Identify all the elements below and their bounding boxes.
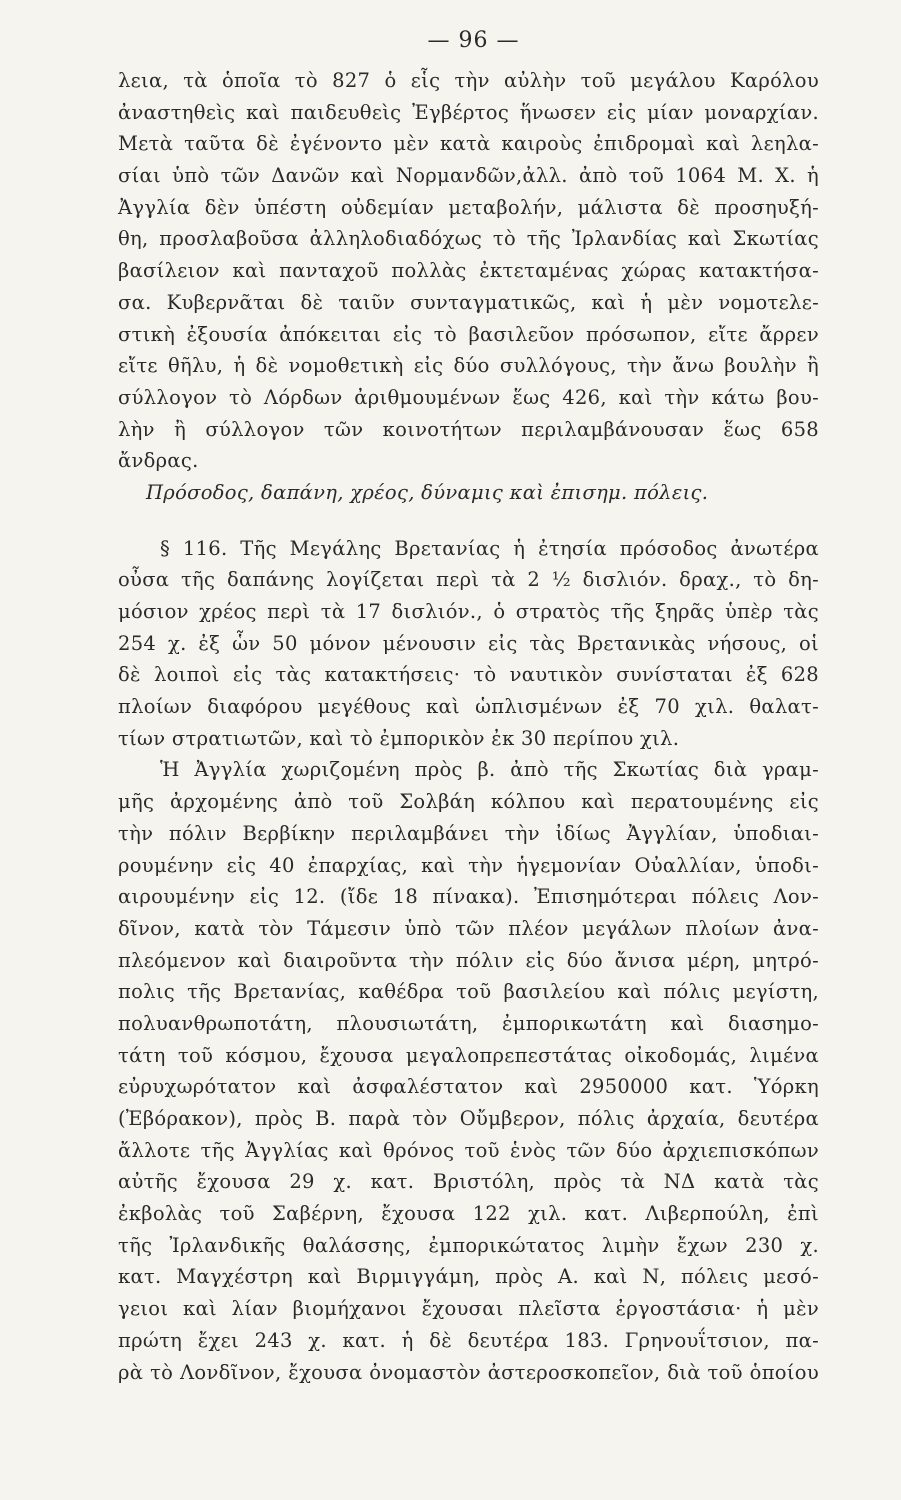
text-line: αὐτῆς ἔχουσα 29 χ. κατ. Βριστόλη, πρὸς τὰ ΝΔ κατὰ τὰς xyxy=(118,1170,819,1194)
text-line: Ἡ Ἀγγλία χωριζομένη πρὸς β. ἀπὸ τῆς Σκωτίας διὰ γραμ- xyxy=(160,758,819,782)
paragraph-government xyxy=(118,65,819,477)
page-number: — 96 — xyxy=(427,28,520,53)
text-line: σύλλογον τὸ Λόρδων ἀριθμουμένων ἕως 426, καὶ τὴν κάτω βου- xyxy=(118,385,819,409)
text-line: λεια, τὰ ὁποῖα τὸ 827 ὁ εἷς τὴν αὐλὴν τοῦ μεγάλου Καρόλου xyxy=(118,69,819,92)
text-line: στικὴ ἐξουσία ἀπόκειται εἰς τὸ βασιλεῦον πρόσωπον, εἴτε ἄρρεν xyxy=(118,322,819,346)
text-line: πολυανθρωποτάτη, πλουσιωτάτη, ἐμπορικωτάτη καὶ διασημο- xyxy=(118,1011,819,1035)
text-line: (Ἐβόρακον), πρὸς Β. παρὰ τὸν Οὔμβερον, πόλις ἀρχαία, δευτέρα xyxy=(118,1107,819,1130)
section-subheading: Πρόσοδος, δαπάνη, χρέος, δύναμις καὶ ἐπισημ. πόλεις. xyxy=(146,480,709,504)
text-line: σα. Κυβερνᾶται δὲ ταιῦν συνταγματικῶς, καὶ ἡ μὲν νομοτελε- xyxy=(118,290,819,314)
text-line: πολις τῆς Βρετανίας, καθέδρα τοῦ βασιλείου καὶ πόλις μεγίστη, xyxy=(118,980,819,1004)
text-line: ἀναστηθεὶς καὶ παιδευθεὶς Ἐγβέρτος ἥνωσεν εἰς μίαν μοναρχίαν. xyxy=(118,100,819,124)
text-line: Μετὰ ταῦτα δὲ ἐγένοντο μὲν κατὰ καιροὺς ἐπιδρομαὶ καὶ λεηλα- xyxy=(118,132,819,156)
text-line: εἴτε θῆλυ, ἡ δὲ νομοθετικὴ εἰς δύο συλλόγους, τὴν ἄνω βουλὴν ἢ xyxy=(118,354,819,378)
text-line: § 116. Τῆς Μεγάλης Βρετανίας ἡ ἐτησία πρόσοδος ἀνωτέρα xyxy=(160,536,819,560)
paragraph-england-cities xyxy=(118,754,819,1388)
text-line: γειοι καὶ λίαν βιομήχανοι ἔχουσαι πλεῖστα ἐργοστάσια· ἡ μὲν xyxy=(118,1297,819,1321)
text-line: Ἀγγλία δὲν ὑπέστη οὐδεμίαν μεταβολήν, μάλιστα δὲ προσηυξή- xyxy=(118,195,819,219)
text-line: θη, προσλαβοῦσα ἀλληλοδιαδόχως τὸ τῆς Ἰρλανδίας καὶ Σκωτίας xyxy=(118,227,819,251)
text-line: ἄλλοτε τῆς Ἀγγλίας καὶ θρόνος τοῦ ἑνὸς τῶν δύο ἀρχιεπισκόπων xyxy=(118,1138,819,1162)
section-gap xyxy=(118,509,819,533)
text-line: δῖνον, κατὰ τὸν Τάμεσιν ὑπὸ τῶν πλέον μεγάλων πλοίων ἀνα- xyxy=(118,916,819,940)
text-line: ρουμένην εἰς 40 ἐπαρχίας, καὶ τὴν ἡγεμονίαν Οὐαλλίαν, ὑποδι- xyxy=(118,853,819,877)
text-line: λὴν ἢ σύλλογον τῶν κοινοτήτων περιλαμβάνουσαν ἕως 658 xyxy=(118,417,819,441)
text-line: ἐκβολὰς τοῦ Σαβέρνη, ἔχουσα 122 χιλ. κατ. Λιβερπούλη, ἐπὶ xyxy=(118,1202,819,1226)
text-line: πλεόμενον καὶ διαιροῦντα τὴν πόλιν εἰς δύο ἄνισα μέρη, μητρό- xyxy=(118,948,819,972)
text-line: πλοίων διαφόρου μεγέθους καὶ ὡπλισμένων ἐξ 70 χιλ. θαλατ- xyxy=(118,695,819,719)
text-line: οὖσα τῆς δαπάνης λογίζεται περὶ τὰ 2 ½ δισλιόν. δραχ., τὸ δη- xyxy=(118,568,819,592)
text-line: μόσιον χρέος περὶ τὰ 17 δισλιόν., ὁ στρατὸς τῆς ξηρᾶς ὑπὲρ τὰς xyxy=(118,600,819,623)
text-line: τίων στρατιωτῶν, καὶ τὸ ἐμπορικὸν ἐκ 30 περίπου χιλ. xyxy=(118,726,680,750)
text-line: τάτη τοῦ κόσμου, ἔχουσα μεγαλοπρεπεστάτας οἰκοδομάς, λιμένα xyxy=(118,1043,819,1067)
text-line: εὐρυχωρότατον καὶ ἀσφαλέστατον καὶ 2950000 κατ. Ὑόρκη xyxy=(118,1075,819,1099)
text-line: 254 χ. ἐξ ὧν 50 μόνον μένουσιν εἰς τὰς Βρετανικὰς νήσους, οἱ xyxy=(118,631,819,655)
text-line: βασίλειον καὶ πανταχοῦ πολλὰς ἐκτεταμένας χώρας κατακτήσα- xyxy=(118,259,819,283)
text-line: κατ. Μαγχέστρη καὶ Βιρμιγγάμη, πρὸς Α. καὶ Ν, πόλεις μεσό- xyxy=(118,1265,819,1289)
paragraph-revenue xyxy=(118,533,819,755)
text-line: πρώτη ἔχει 243 χ. κατ. ἡ δὲ δευτέρα 183. Γρηνουΐτσιον, πα- xyxy=(118,1328,819,1352)
text-line: μῆς ἀρχομένης ἀπὸ τοῦ Σολβάη κόλπου καὶ περατουμένης εἰς xyxy=(118,790,819,814)
text-line: δὲ λοιποὶ εἰς τὰς κατακτήσεις· τὸ ναυτικὸν συνίσταται ἐξ 628 xyxy=(118,663,819,687)
text-line: σίαι ὑπὸ τῶν Δανῶν καὶ Νορμανδῶν,ἀλλ. ἀπὸ τοῦ 1064 Μ. Χ. ἡ xyxy=(118,164,819,188)
text-line: ἄνδρας. xyxy=(118,449,199,473)
text-line: ρὰ τὸ Λονδῖνον, ἔχουσα ὀνομαστὸν ἀστεροσκοπεῖον, διὰ τοῦ ὁποίου xyxy=(118,1360,819,1384)
text-line: τὴν πόλιν Βερβίκην περιλαμβάνει τὴν ἰδίως Ἀγγλίαν, ὑποδιαι- xyxy=(118,821,819,845)
text-line: αιρουμένην εἰς 12. (ἴδε 18 πίνακα). Ἐπισημότεραι πόλεις Λον- xyxy=(118,885,819,909)
text-line: τῆς Ἰρλανδικῆς θαλάσσης, ἐμπορικώτατος λιμὴν ἔχων 230 χ. xyxy=(118,1233,819,1257)
